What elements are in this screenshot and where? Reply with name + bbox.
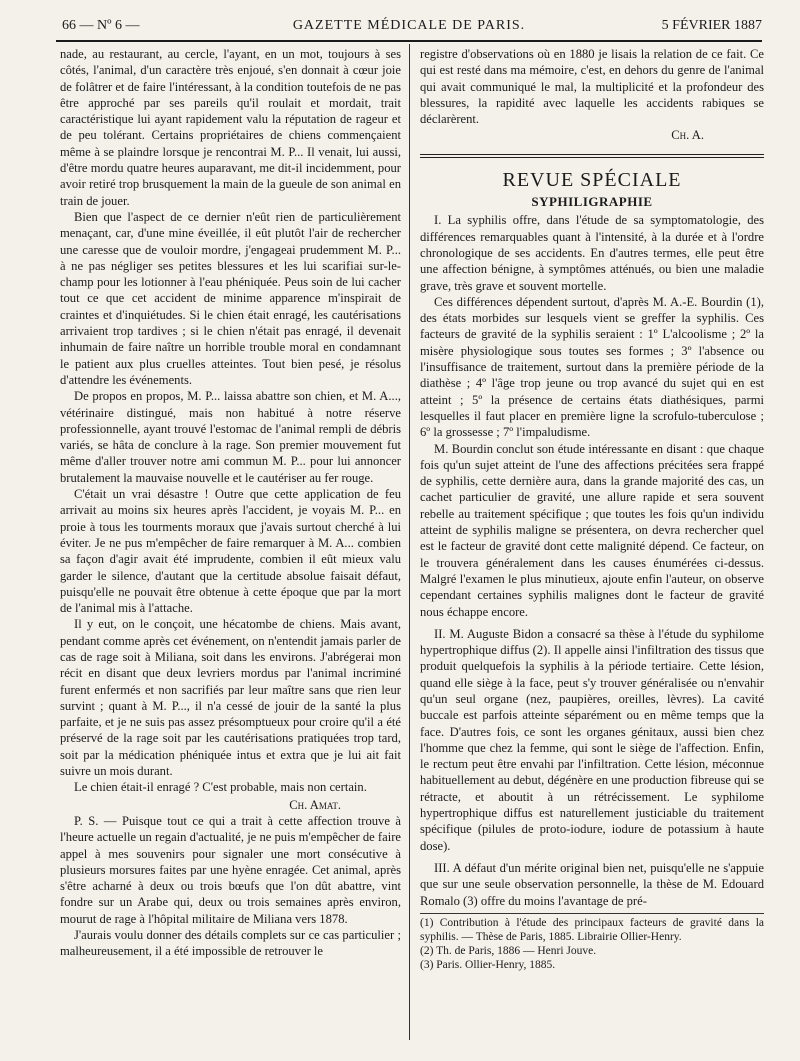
paragraph: II. M. Auguste Bidon a consacré sa thèse à l'étude du syphilome hypertrophique diffus (2). Il appelle ainsi l'infiltration des tissus que produit quelquefois la syphilis à la période tertiaire. Cette lésion, quand elle siège à la face, peut s'y trouver généralisée ou n'envahir qu'un seul organe (nez, paupières, oreilles, lèvres). La cavité buccale est parfois atteinte séparément ou en même temps que la face. D'autres fois, ce sont les organes génitaux, aussi bien chez l'homme que chez la femme, qui sont le siège de l'affection. Enfin, le rectum peut être envahi par l'infiltration. Cette lésion, méconnue habituellement au debut, dégénère en une production fibreuse qui se rétracte, et aboutit à un rétrécissement. Le syphilome hypertrophique diffus est naturellement justiciable du traitement spécifique (pilules de proto-iodure, iodure de potassium à haute dose).	[420, 626, 764, 853]
footnotes	[420, 913, 764, 972]
postscript: P. S. — Puisque tout ce qui a trait à cette affection trouve à l'heure actuelle un regain d'actualité, je ne puis m'empêcher de faire appel à mes souvenirs pour signaler une mort consécutive à plusieurs morsures faites par une hyène enragée. Cet animal, après s'être acharné à deux ou trois bœufs que l'on dût abattre, vint fondre sur un Arabe qui, deux ou trois semaines après environ, mourut de rage à l'hôpital militaire de Miliana vers 1878.	[60, 813, 401, 926]
paragraph: I. La syphilis offre, dans l'étude de sa symptomatologie, des différences remarquables quant à l'intensité, à la durée et à l'ordre chronologique de ses accidents. En d'autres termes, elle peut être une affection bénigne, à symptômes atténués, ou bien une maladie grave, très grave et souvent mortelle.	[420, 213, 764, 293]
author-signature: Ch. Amat.	[289, 797, 341, 812]
section-separator	[420, 154, 764, 158]
author-signature: Ch. A.	[671, 128, 704, 143]
paragraph: registre d'observations où en 1880 je lisais la relation de ce fait. Ce qui est resté dans ma mémoire, c'est, en dehors du genre de l'animal qui avait communiqué le mal, la multiplicité et la profondeur des blessures, la rapidité avec laquelle les accidents rabiques se déclarèrent.	[420, 47, 764, 127]
paragraph: Ces différences dépendent surtout, d'après M. A.-E. Bourdin (1), des états morbides sur lesquels vient se greffer la syphilis. Ces facteurs de gravité de la syphilis seraient : 1º L'alcoolisme ; 2º la misère physiologique sous toutes ses formes ; 3º l'absence ou l'insuffisance de traitement, surtout dans la première période de la diathèse ; 4º l'âge trop jeune ou trop avancé du sujet qui en est atteint ; 5º la présence de certains états diathésiques, parmi lesquelles il faut placer en première ligne la scrofulo-tuberculose ; 6º la grossesse ; 7º l'impaludisme.	[420, 294, 764, 440]
paragraph: M. Bourdin conclut son étude intéressante en disant : que chaque fois qu'un sujet atteint de l'une des affections précitées sera frappé de syphilis, cette dernière aura, dans la grande majorité des cas, un cachet particulier de gravité, une allure rapide et sera souvent rebelle au traitement spécifique ; que toutes les fois qu'un individu atteint de syphilis maligne se présentera, on devra rechercher quel est le facteur de gravité dont cette malignité dépend. Ce facteur, on le trouvera généralement dans les causes énumérées ci-dessus. Malgré l'examen le plus minutieux, ajoute enfin l'auteur, on observe cependant certaines syphilis malignes dont le facteur de gravité nous échappe encore.	[420, 441, 764, 619]
paragraph: nade, au restaurant, au cercle, l'ayant, en un mot, toujours à ses côtés, l'animal, d'un caractère très enjoué, s'en donnait à cœur joie de folâtrer et de faire l'intéressant, à la condition toutefois de ne pas être approché par ses pareils qu'il roulait et mordait, trait caractéristique lui ayant rapidement valu la réputation de rageur et de peu tolérant. Certains propriétaires de chiens commençaient même à se plaindre lorsque je rencontrai M. P... Il venait, lui aussi, d'être mordu quatre heures auparavant, me dit-il incidemment, pour avoir retiré trop brusquement la main de la gueule de son animal en train de jouer.	[60, 47, 401, 208]
footnote: (2) Th. de Paris, 1886 — Henri Jouve.	[420, 944, 597, 957]
right-column	[420, 46, 764, 1042]
footnote: (3) Paris. Ollier-Henry, 1885.	[420, 958, 556, 971]
paragraph: De propos en propos, M. P... laissa abattre son chien, et M. A..., vétérinaire distingué, mais non habitué à notre réserve professionnelle, ayant trouvé l'estomac de l'animal rempli de débris variés, se hâta de conclure à la rage. Son premier mouvement fut même d'aller trouver notre ami commun M. P... pour lui annoncer brutalement la mauvaise nouvelle et le cautériser au fer rouge.	[60, 389, 401, 485]
paragraph: J'aurais voulu donner des détails complets sur ce cas particulier ; malheureusement, il a été impossible de retrouver le	[60, 928, 401, 959]
page-header	[56, 16, 762, 38]
section-subtitle: SYPHILIGRAPHIE	[531, 194, 653, 210]
issue-date: 5 FÉVRIER 1887	[661, 18, 762, 33]
header-rule	[56, 40, 762, 42]
paragraph: Il y eut, on le conçoit, une hécatombe de chiens. Mais avant, pendant comme après cet événement, on n'entendit jamais parler de cas de rage soit à Miliana, soit dans les environs. J'abrégerai mon récit en disant que deux levriers mordus par l'animal incriminé furent enfermés et non sacrifiés par leur maître sans que rien leur survint ; quant à M. P..., il n'a cessé de jouir de la santé la plus parfaite, et je ne suis pas assez présomptueux pour croire qu'il a été préservé de la rage soit par les cautérisations pratiquées trop tard, soit par la médication phéniquée intus et extra que je lui ait fait suivre un mois durant.	[60, 617, 401, 779]
left-column	[60, 46, 401, 1042]
journal-title: GAZETTE MÉDICALE DE PARIS.	[292, 18, 526, 33]
paragraph: Bien que l'aspect de ce dernier n'eût rien de particulièrement menaçant, car, d'une mine éveillée, il eût plutôt l'air de rechercher une caresse que de vouloir mordre, j'engageai prudemment M. P... à ne pas négliger ses petites blessures et les lui scarifiai sur-le-champ pour les lotionner à l'eau phéniquée. Peus soin de lui cacher tout ce que cet accident de minime apparence m'inspirait de craintes et d'inquiétudes. Si le chien était enragé, les cautérisations arrivaient trop tardives ; si le chien n'était pas enragé, il devenait inhumain de faire naître un horrible trouble moral en condamnant le patient aux plus cruelles atteintes. Tout bien pesé, je résolus d'attendre les événements.	[60, 209, 401, 387]
paragraph: III. A défaut d'un mérite original bien net, puisqu'elle ne s'appuie que sur une seule observation personnelle, la thèse de M. Edouard Romalo (3) offre du moins l'avantage de pré-	[420, 860, 764, 908]
section-title: REVUE SPÉCIALE	[502, 168, 682, 191]
page-number: 66 — Nº 6 —	[62, 18, 140, 33]
column-divider	[409, 44, 410, 1040]
paragraph: Le chien était-il enragé ? C'est probable, mais non certain.	[74, 780, 367, 795]
paragraph: C'était un vrai désastre ! Outre que cette application de feu arrivait au moins six heures après l'accident, je voyais M. P... en proie à tous les tourments moraux que j'avais surtout cherché à lui éviter. Je ne pus m'empêcher de faire remarquer à M. A... combien sa façon d'agir avait été imprudente, combien il eût mieux valu garder le silence, d'autant que la certitude absolue faisait défaut, puisqu'elle ne pouvait être obtenue à cette époque que par la mort de l'animal mis à l'attache.	[60, 487, 401, 616]
footnote: (1) Contribution à l'étude des principaux facteurs de gravité dans la syphilis. — Thèse de Paris, 1885. Librairie Ollier-Henry.	[420, 916, 764, 943]
